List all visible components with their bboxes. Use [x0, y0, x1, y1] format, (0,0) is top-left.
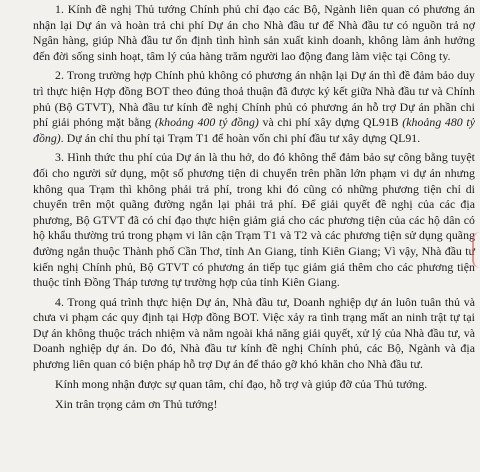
paragraph-2-text-b: và chi phí xây dựng QL91B: [258, 115, 403, 130]
stamp-edge-mark: [472, 232, 480, 268]
paragraph-2-text-a: 2. Trong trường hợp Chính phủ không có phương án nhận lại Dự án thì đề đảm bảo duy trì thực hiện Hợp đồng BOT theo đúng thoả thuận đã được ký kết giữa Nhà đầu tư và Chính phủ (Bộ GTVT), Nhà đầu tư kính đề nghị Chính phủ có phương án hỗ trợ Dự án phần chi phí giải phóng mặt bằng: [33, 68, 475, 130]
paragraph-2-construction-cost-note: (khoảng 480 tỷ đồng): [33, 115, 475, 145]
paragraph-1: [33, 2, 475, 64]
paragraph-3-text: 3. Hình thức thu phí của Dự án là thu hở, do đó không thể đảm bảo sự công bằng tuyệt đối cho người sử dụng, một số phương tiện di chuyển trên phần lớn phạm vi dự án nhưng không qua Trạm thì không phải trả phí, trong khi đó cũng có những phương tiện chỉ di chuyển trên một quãng đường ngắn lại phải trả phí. Để giải quyết đề nghị của các địa phương, Bộ GTVT đã có chỉ đạo thực hiện giảm giá cho các phương tiện của các hộ dân có hộ khẩu thường trú trong phạm vi lân cận Trạm T1 và T2 và các phương tiện sử dụng quãng đường ngắn thuộc Thành phố Cần Thơ, tỉnh An Giang, tỉnh Kiên Giang; Vì vậy, Nhà đầu tư kiến nghị Chính phủ, Bộ GTVT có phương án tiếp tục giảm giá thêm cho các phương tiện thuộc tỉnh Đồng Tháp tương tự trường hợp của tỉnh Kiên Giang.: [33, 150, 475, 290]
closing-request-text: Kính mong nhận được sự quan tâm, chỉ đạo, hỗ trợ và giúp đỡ của Thủ tướng.: [55, 376, 428, 391]
closing-request: [33, 377, 475, 393]
closing-thanks: [33, 397, 475, 413]
paragraph-2-text-c: . Dự án chỉ thu phí tại Trạm T1 để hoàn vốn chi phí đầu tư xây dựng QL91.: [60, 130, 421, 145]
paragraph-2: [33, 68, 475, 146]
paragraph-4-text: 4. Trong quá trình thực hiện Dự án, Nhà đầu tư, Doanh nghiệp dự án luôn tuân thủ và chưa vi phạm các quy định tại Hợp đồng BOT. Việc xảy ra tình trạng mất an ninh trật tự tại Dự án không thuộc trách nhiệm và nằm ngoài khả năng giải quyết, xử lý của Nhà đầu tư, và Doanh nghiệp dự án. Do đó, Nhà đầu tư kính đề nghị Chính phủ, các Bộ, Ngành và địa phương liên quan có biện pháp hỗ trợ Dự án để tháo gỡ khó khăn cho Nhà đầu tư.: [33, 294, 475, 372]
closing-thanks-text: Xin trân trọng cảm ơn Thủ tướng!: [55, 397, 218, 412]
paragraph-3: [33, 150, 475, 290]
paragraph-2-land-cost-note: (khoảng 400 tỷ đồng): [154, 115, 259, 130]
paragraph-1-text: 1. Kính đề nghị Thủ tướng Chính phủ chỉ đạo các Bộ, Ngành liên quan có phương án nhận lại Dự án và hoàn trả chi phí Dự án cho Nhà đầu tư để Nhà đầu tư có nguồn trả nợ Ngân hàng, giúp Nhà đầu tư ổn định tình hình sản xuất kinh doanh, không làm ảnh hưởng đến đời sống sinh hoạt, tâm lý của hàng trăm người lao động đang làm việc tại Công ty.: [33, 2, 475, 63]
paragraph-4: [33, 295, 475, 373]
